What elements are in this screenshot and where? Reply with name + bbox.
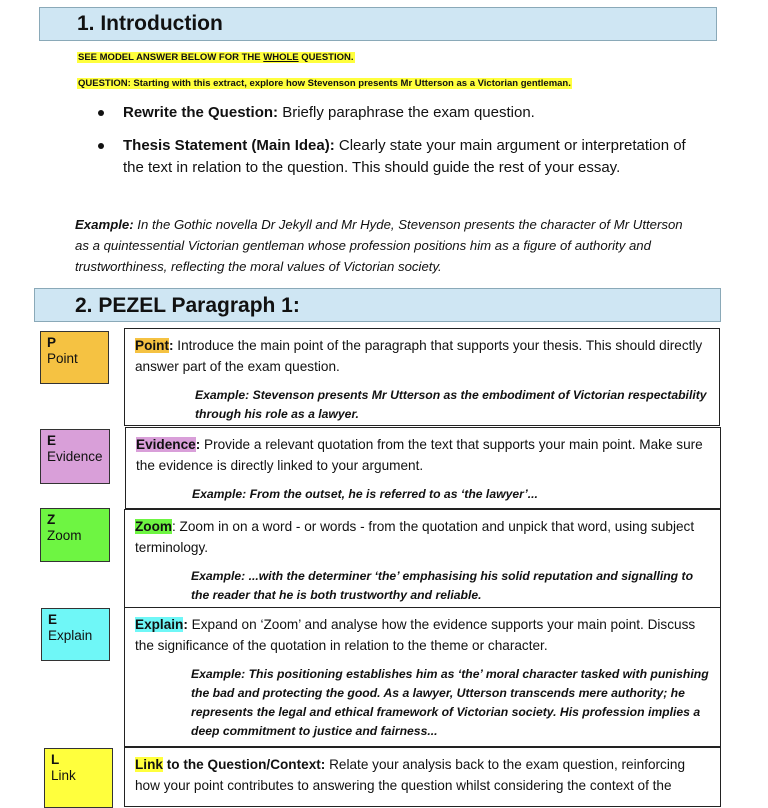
pezel-tag-point: P Point — [40, 331, 109, 384]
bullet-thesis-statement: Thesis Statement (Main Idea): Clearly state your main argument or interpretation of the text in relation to the question. This should guide the rest of your essay. — [76, 135, 686, 180]
evidence-example: Example: From the outset, he is referred to as ‘the lawyer’... — [192, 487, 538, 501]
pezel-box-point: Point: Introduce the main point of the paragraph that supports your thesis. This should directly answer part of the exam question. Example: Stevenson presents Mr Utterson as the embodiment of Victorian respectability through his role as a lawyer. — [124, 328, 720, 426]
model-answer-note: SEE MODEL ANSWER BELOW FOR THE WHOLE QUESTION. — [78, 52, 354, 63]
pezel-tag-link: L Link — [44, 748, 113, 808]
section-2-header — [34, 288, 721, 322]
pezel-box-link: Link to the Question/Context: Relate your analysis back to the exam question, reinforcing how your point contributes to answering the question whilst considering the context of the — [124, 747, 721, 807]
zoom-example: Example: ...with the determiner ‘the’ emphasising his solid reputation and signalling to the reader that he is both trustworthy and reliable. — [191, 569, 694, 602]
section-2-title: 2. PEZEL Paragraph 1: — [75, 294, 300, 317]
point-example: Example: Stevenson presents Mr Utterson as the embodiment of Victorian respectability through his role as a lawyer. — [195, 388, 707, 421]
pezel-box-explain: Explain: Expand on ‘Zoom’ and analyse how the evidence supports your main point. Discuss the significance of the quotation in relation to the theme or character. Example: This positioning establishes him as ‘the’ moral character tasked with punishing the bad and protecting the good. As a lawyer, Utterson transcends mere authority; he represents the legal and ethical framework of Victorian society. His profession implies a deep commitment to justice and fairness... — [124, 607, 721, 747]
explain-example: Example: This positioning establishes him as ‘the’ moral character tasked with punishing the bad and protecting the good. As a lawyer, Utterson transcends mere authority; he represents the legal and ethical framework of Victorian society. His profession implies a deep commitment to justice and fairness... — [191, 667, 709, 738]
section-1-header — [39, 7, 717, 41]
pezel-tag-explain: E Explain — [41, 608, 110, 661]
intro-example: Example: In the Gothic novella Dr Jekyll and Mr Hyde, Stevenson presents the character of Mr Utterson as a quintessential Victorian gentleman whose profession positions him as a figure of authority and trustworthiness, reflecting the moral values of Victorian society. — [75, 217, 683, 274]
intro-bullets — [76, 102, 686, 190]
pezel-tag-evidence: E Evidence — [40, 429, 110, 484]
pezel-tag-zoom: Z Zoom — [40, 508, 110, 562]
bullet-rewrite-question: Rewrite the Question: Briefly paraphrase the exam question. — [76, 102, 686, 125]
section-1-title: 1. Introduction — [77, 12, 223, 35]
question-note: QUESTION: Starting with this extract, explore how Stevenson presents Mr Utterson as a Victorian gentleman. — [78, 78, 571, 89]
pezel-box-zoom: Zoom: Zoom in on a word - or words - from the quotation and unpick that word, using subject terminology. Example: ...with the determiner ‘the’ emphasising his solid reputation and signalling to the reader that he is both trustworthy and reliable. — [124, 509, 721, 608]
bullet-dot-icon — [98, 110, 104, 116]
bullet-dot-icon — [98, 143, 104, 149]
pezel-box-evidence: Evidence: Provide a relevant quotation from the text that supports your main point. Make sure the evidence is directly linked to your argument. Example: From the outset, he is referred to as ‘the lawyer’... — [125, 427, 721, 509]
